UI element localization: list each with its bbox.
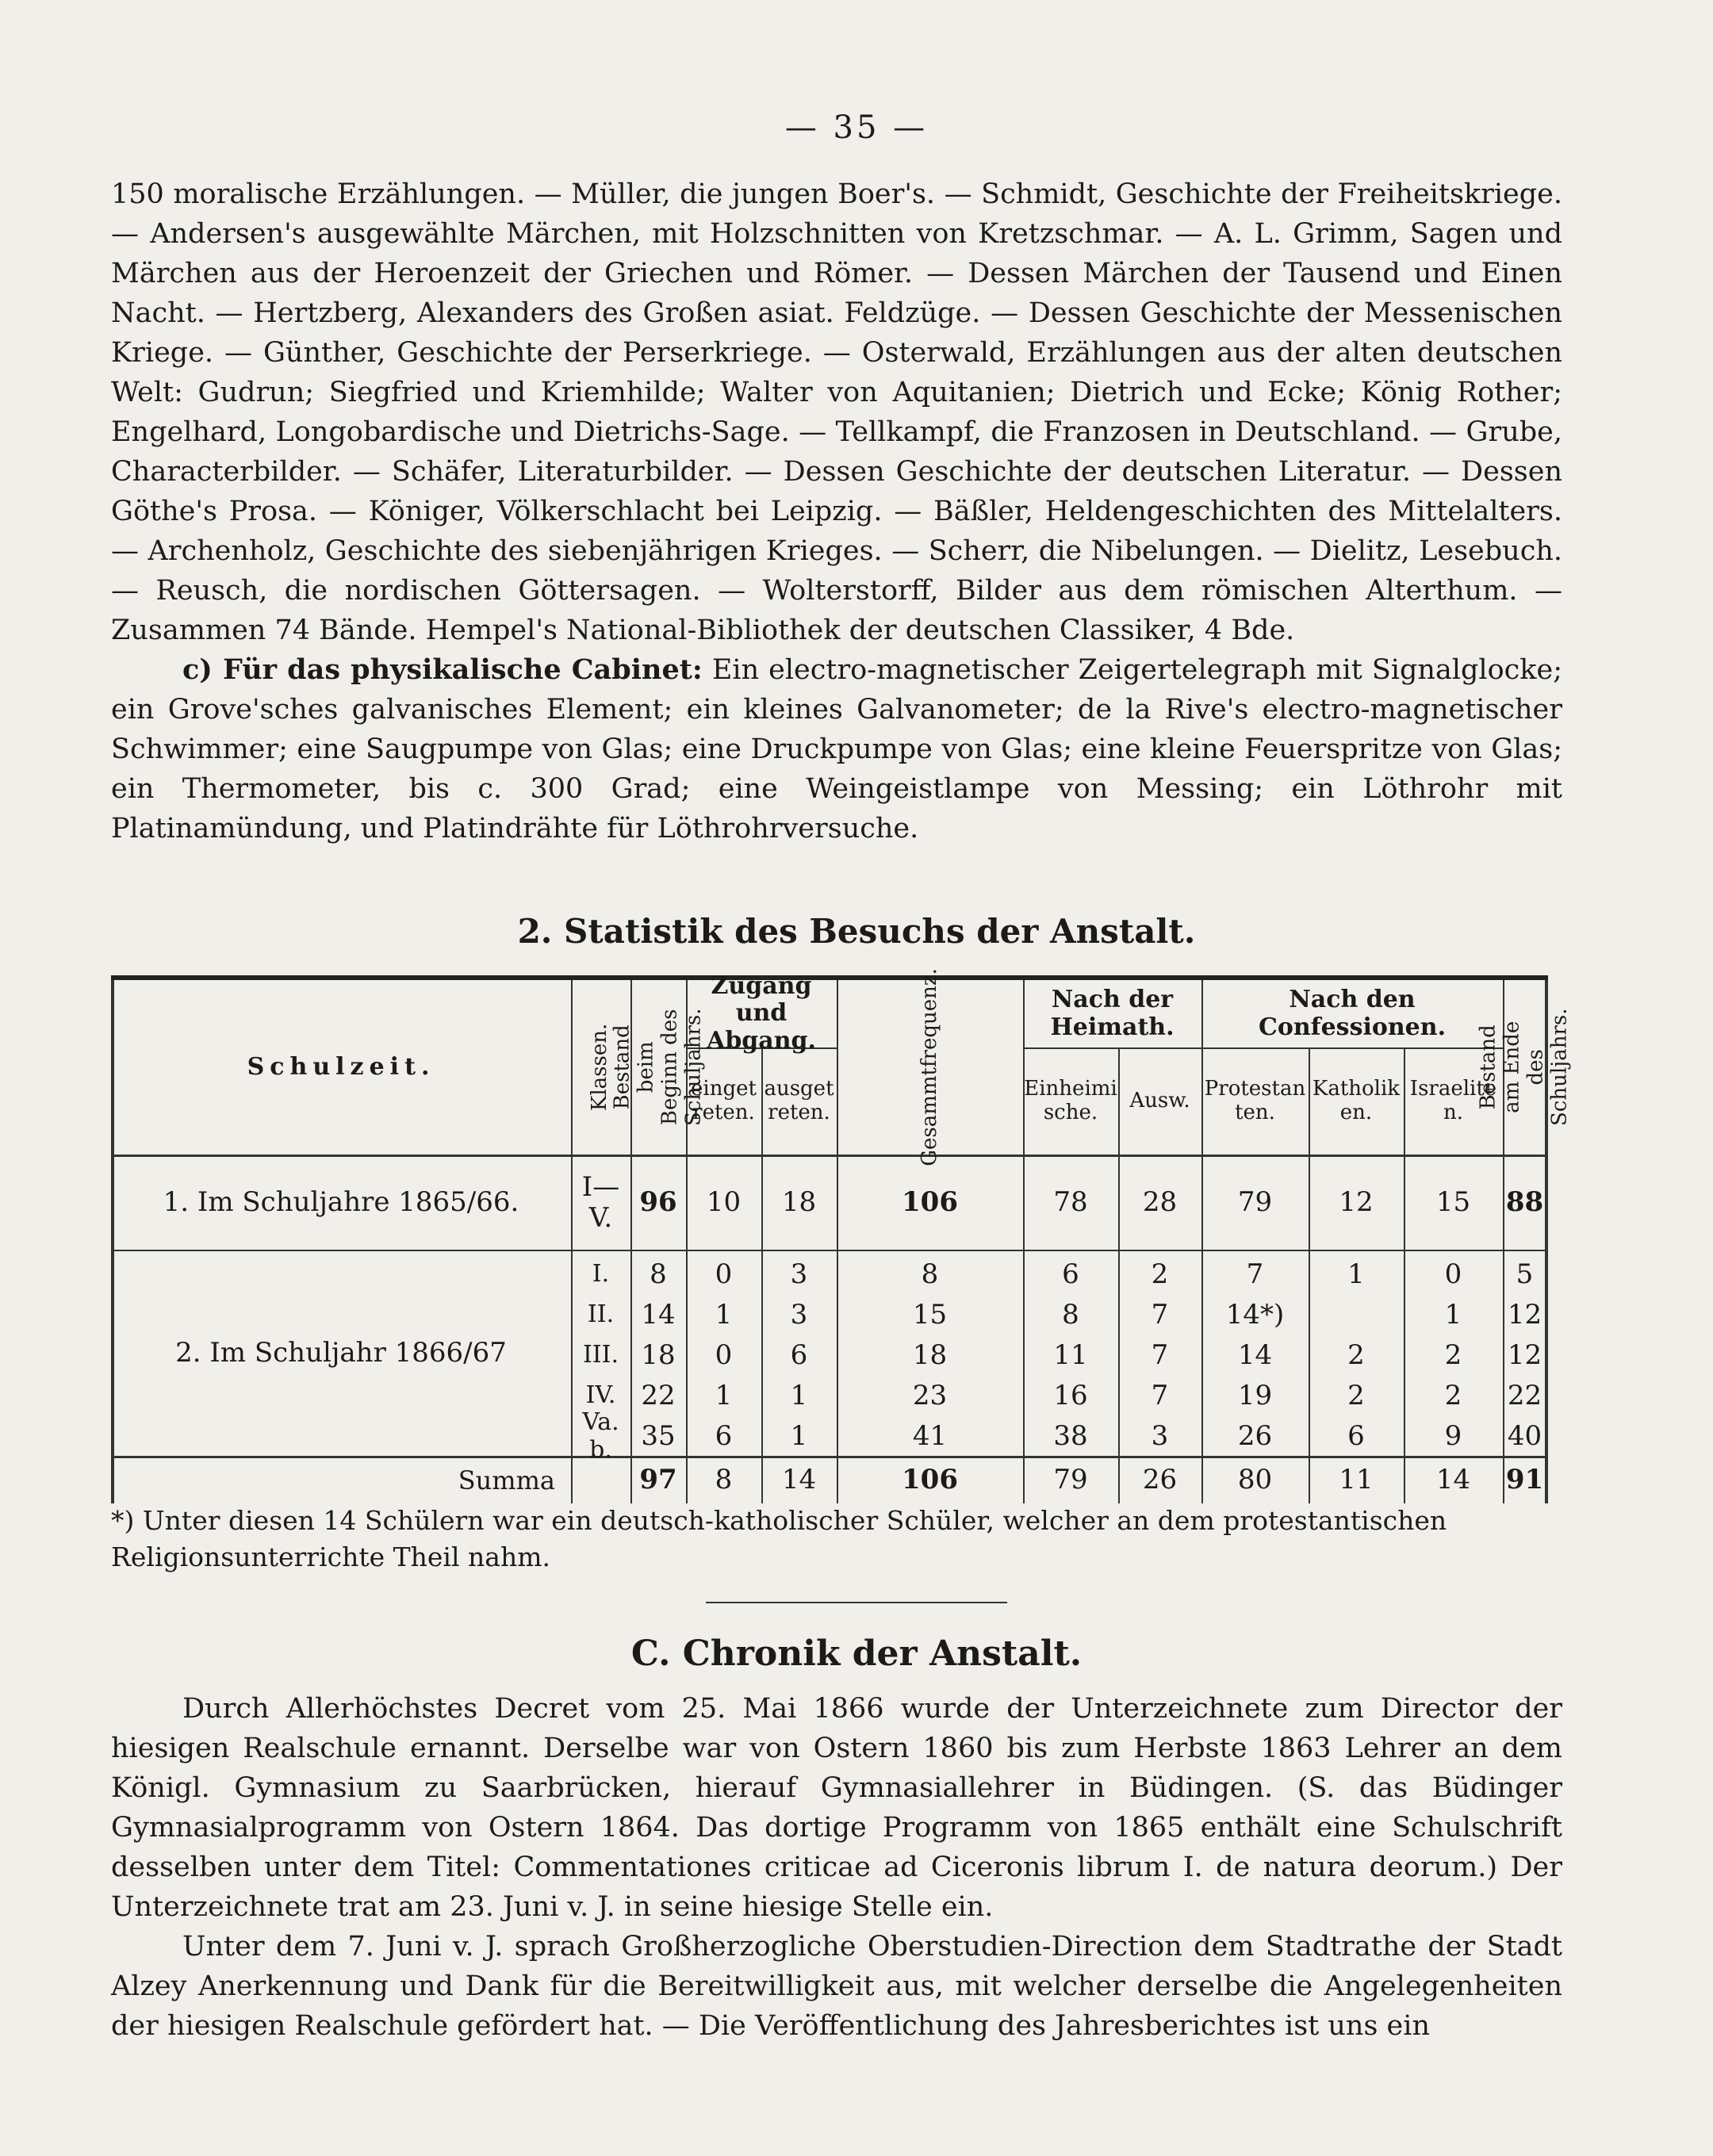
header-ausgetreten: ausgetreten. xyxy=(764,1076,834,1124)
footnote: *) Unter diesen 14 Schülern war ein deutsch-katholischer Schüler, welcher an dem protestantischen Religionsunterrichte Theil nahm. xyxy=(111,1505,1447,1572)
table-cell: 0 xyxy=(715,1258,733,1290)
table-cell: 18 xyxy=(912,1338,948,1371)
table-cell: 14*) xyxy=(1225,1298,1285,1331)
summa-label: Summa xyxy=(458,1465,555,1495)
table-cell: 97 xyxy=(639,1464,677,1496)
table-cell: 1 xyxy=(1347,1258,1365,1290)
table-cell: 3 xyxy=(790,1298,808,1331)
table-cell: 3 xyxy=(1151,1419,1169,1452)
header-confessionen: Nach den Confessionen. xyxy=(1258,986,1447,1041)
book-list-section xyxy=(111,174,1562,848)
table-cell: 2 xyxy=(1347,1379,1365,1411)
table-cell: 8 xyxy=(715,1464,733,1496)
header-auswaertige: Ausw. xyxy=(1129,1088,1190,1112)
table-cell: 14 xyxy=(1237,1338,1273,1371)
table-cell: 22 xyxy=(641,1379,676,1411)
table-cell: 26 xyxy=(1237,1419,1273,1452)
klasse-label: I. xyxy=(592,1260,610,1289)
table-cell: 7 xyxy=(1151,1298,1169,1331)
table-cell: 26 xyxy=(1142,1464,1178,1496)
chronik-heading: C. Chronik der Anstalt. xyxy=(630,1633,1083,1674)
table-cell: 1 xyxy=(1444,1298,1462,1331)
table-cell: 11 xyxy=(1053,1338,1088,1371)
header-protestanten: Protestanten. xyxy=(1204,1076,1306,1124)
table-cell: 79 xyxy=(1053,1464,1088,1496)
table-cell: 16 xyxy=(1053,1379,1088,1411)
header-eingetreten: eingetreten. xyxy=(691,1076,757,1124)
table-cell: 15 xyxy=(912,1298,948,1331)
table-cell: 6 xyxy=(1062,1258,1079,1290)
cabinet-paragraph xyxy=(111,650,1562,848)
table-cell: 14 xyxy=(1435,1464,1471,1496)
header-schulzeit: Schulzeit. xyxy=(247,1052,435,1081)
table-cell: 88 xyxy=(1505,1186,1544,1219)
header-zugang-abgang: Zugang und Abgang. xyxy=(707,971,816,1055)
book-list-paragraph: 150 moralische Erzählungen. — Müller, die jungen Boer's. — Schmidt, Geschichte der Freiheitskriege. — Andersen's ausgewählte Märchen, mit Holzschnitten von Kretzschmar. — A. L. Grimm, Sagen und Märchen aus der Heroenzeit der Griechen und Römer. — Dessen Märchen der Tausend und Einen Nacht. — Hertzberg, Alexanders des Großen asiat. Feldzüge. — Dessen Geschichte der Messenischen Kriege. — Günther, Geschichte der Perserkriege. — Osterwald, Erzählungen aus der alten deutschen Welt: Gudrun; Siegfried und Kriemhilde; Walter von Aquitanien; Dietrich und Ecke; König Rother; Engelhard, Longobardische und Dietrichs-Sage. — Tellkampf, die Franzosen in Deutschland. — Grube, Characterbilder. — Schäfer, Literaturbilder. — Dessen Geschichte der deutschen Literatur. — Dessen Göthe's Prosa. — Königer, Völkerschlacht bei Leipzig. — Bäßler, Heldengeschichten des Mittelalters. — Archenholz, Geschichte des siebenjährigen Krieges. — Scherr, die Nibelungen. — Dielitz, Lesebuch. — Reusch, die nordischen Göttersagen. — Wolterstorff, Bilder aus dem römischen Alterthum. — Zusammen 74 Bände. Hempel's National-Bibliothek der deutschen Classiker, 4 Bde. xyxy=(111,178,1562,646)
cabinet-text: Ein electro-magnetischer Zeigertelegraph mit Signalglocke; ein Grove'sches galvanisches Element; ein kleines Galvanometer; de la Rive's electro-magnetischer Schwimmer; eine Saugpumpe von Glas; eine Druckpumpe von Glas; eine kleine Feuerspritze von Glas; ein Thermometer, bis c. 300 Grad; eine Weingeistlampe von Messing; ein Löthrohr mit Platinamündung, und Platindrähte für Löthrohrversuche. xyxy=(111,654,1562,844)
table-cell: 8 xyxy=(650,1258,667,1290)
table-cell: 35 xyxy=(641,1419,676,1452)
table-cell: 19 xyxy=(1237,1379,1273,1411)
table-cell: 80 xyxy=(1237,1464,1273,1496)
table-cell: 41 xyxy=(912,1419,948,1452)
klasse-label: III. xyxy=(582,1341,619,1369)
table-cell: 106 xyxy=(902,1186,958,1219)
header-katholiken: Katholiken. xyxy=(1312,1076,1401,1124)
year2-label: 2. Im Schuljahr 1866/67 xyxy=(175,1337,507,1369)
table-cell: 9 xyxy=(1444,1419,1462,1452)
header-einheimische: Einheimische. xyxy=(1024,1076,1117,1124)
table-cell: 5 xyxy=(1516,1258,1534,1290)
table-cell: 6 xyxy=(1347,1419,1365,1452)
table-cell: 91 xyxy=(1505,1464,1544,1496)
table-cell: 40 xyxy=(1507,1419,1542,1452)
year1-klassen: I—V. xyxy=(581,1170,620,1234)
table-cell: 2 xyxy=(1444,1379,1462,1411)
table-cell: 28 xyxy=(1142,1186,1178,1219)
klasse-label: Va. b. xyxy=(582,1408,619,1464)
table-cell: 1 xyxy=(790,1379,808,1411)
table-cell: 2 xyxy=(1347,1338,1365,1371)
table-cell: 18 xyxy=(781,1186,817,1219)
table-cell: 3 xyxy=(790,1258,808,1290)
table-cell: 14 xyxy=(641,1298,676,1331)
klasse-label: II. xyxy=(587,1300,615,1329)
table-cell: 6 xyxy=(790,1338,808,1371)
table-cell: 8 xyxy=(921,1258,939,1290)
table-cell: 10 xyxy=(706,1186,742,1219)
table-cell: 12 xyxy=(1507,1298,1542,1331)
chronik-paragraph-1: Durch Allerhöchstes Decret vom 25. Mai 1866 wurde der Unterzeichnete zum Director der hiesigen Realschule ernannt. Derselbe war von Ostern 1860 bis zum Herbste 1863 Lehrer an dem Königl. Gymnasium zu Saarbrücken, hierauf Gymnasiallehrer in Büdingen. (S. das Büdinger Gymnasialprogramm von Ostern 1864. Das dortige Programm von 1865 enthält eine Schulschrift desselben unter dem Titel: Commentationes criticae ad Ciceronis librum I. de natura deorum.) Der Unterzeichnete trat am 23. Juni v. J. in seine hiesige Stelle ein. xyxy=(111,1693,1562,1923)
page-number: — 35 — xyxy=(784,109,929,146)
table-cell: 6 xyxy=(715,1419,733,1452)
table-cell: 23 xyxy=(912,1379,948,1411)
table-cell: 11 xyxy=(1339,1464,1374,1496)
header-israeliten: Israeliten. xyxy=(1409,1076,1497,1124)
header-klassen: Klassen. xyxy=(588,1023,612,1112)
header-bestand-ende: Bestand am Ende des Schuljahrs. xyxy=(1476,1008,1572,1127)
table-cell: 7 xyxy=(1151,1379,1169,1411)
table-cell: 1 xyxy=(715,1379,733,1411)
cabinet-label: c) Für das physikalische Cabinet: xyxy=(182,653,703,686)
table-cell: 1 xyxy=(715,1298,733,1331)
table-cell: 14 xyxy=(781,1464,817,1496)
table-cell: 78 xyxy=(1053,1186,1088,1219)
chronik-paragraph-2: Unter dem 7. Juni v. J. sprach Großherzogliche Oberstudien-Direction dem Stadtrathe der Stadt Alzey Anerkennung und Dank für die Bereitwilligkeit aus, mit welcher derselbe die Angelegenheiten der hiesigen Realschule gefördert hat. — Die Veröffentlichung des Jahresberichtes ist uns ein xyxy=(111,1931,1562,2042)
separator-rule xyxy=(706,1602,1007,1603)
table-cell: 2 xyxy=(1444,1338,1462,1371)
header-gesamt: Gesammtfrequenz. xyxy=(917,968,941,1166)
table-cell: 12 xyxy=(1507,1338,1542,1371)
chronik-section xyxy=(111,1689,1562,2046)
table-cell: 22 xyxy=(1507,1379,1542,1411)
table-cell: 8 xyxy=(1062,1298,1079,1331)
table-cell: 0 xyxy=(1444,1258,1462,1290)
table-cell: 96 xyxy=(639,1186,677,1219)
stats-heading: 2. Statistik des Besuchs der Anstalt. xyxy=(517,912,1196,951)
table-cell: 15 xyxy=(1435,1186,1471,1219)
table-cell xyxy=(1309,1295,1404,1335)
statistics-table xyxy=(111,968,1572,1503)
table-cell: 0 xyxy=(715,1338,733,1371)
table-cell: 79 xyxy=(1237,1186,1273,1219)
table-cell: 106 xyxy=(902,1464,958,1496)
table-cell: 7 xyxy=(1246,1258,1264,1290)
table-cell: 7 xyxy=(1151,1338,1169,1371)
table-cell: 1 xyxy=(790,1419,808,1452)
header-bestand-beginn: Bestand beim Beginn des Schuljahrs. xyxy=(610,1008,705,1127)
table-cell: 2 xyxy=(1151,1258,1169,1290)
table-cell: 12 xyxy=(1339,1186,1374,1219)
header-heimath: Nach der Heimath. xyxy=(1050,986,1175,1041)
table-cell: 38 xyxy=(1053,1419,1088,1452)
klasse-label: IV. xyxy=(585,1381,616,1410)
year1-label: 1. Im Schuljahre 1865/66. xyxy=(163,1186,519,1219)
table-cell: 18 xyxy=(641,1338,676,1371)
